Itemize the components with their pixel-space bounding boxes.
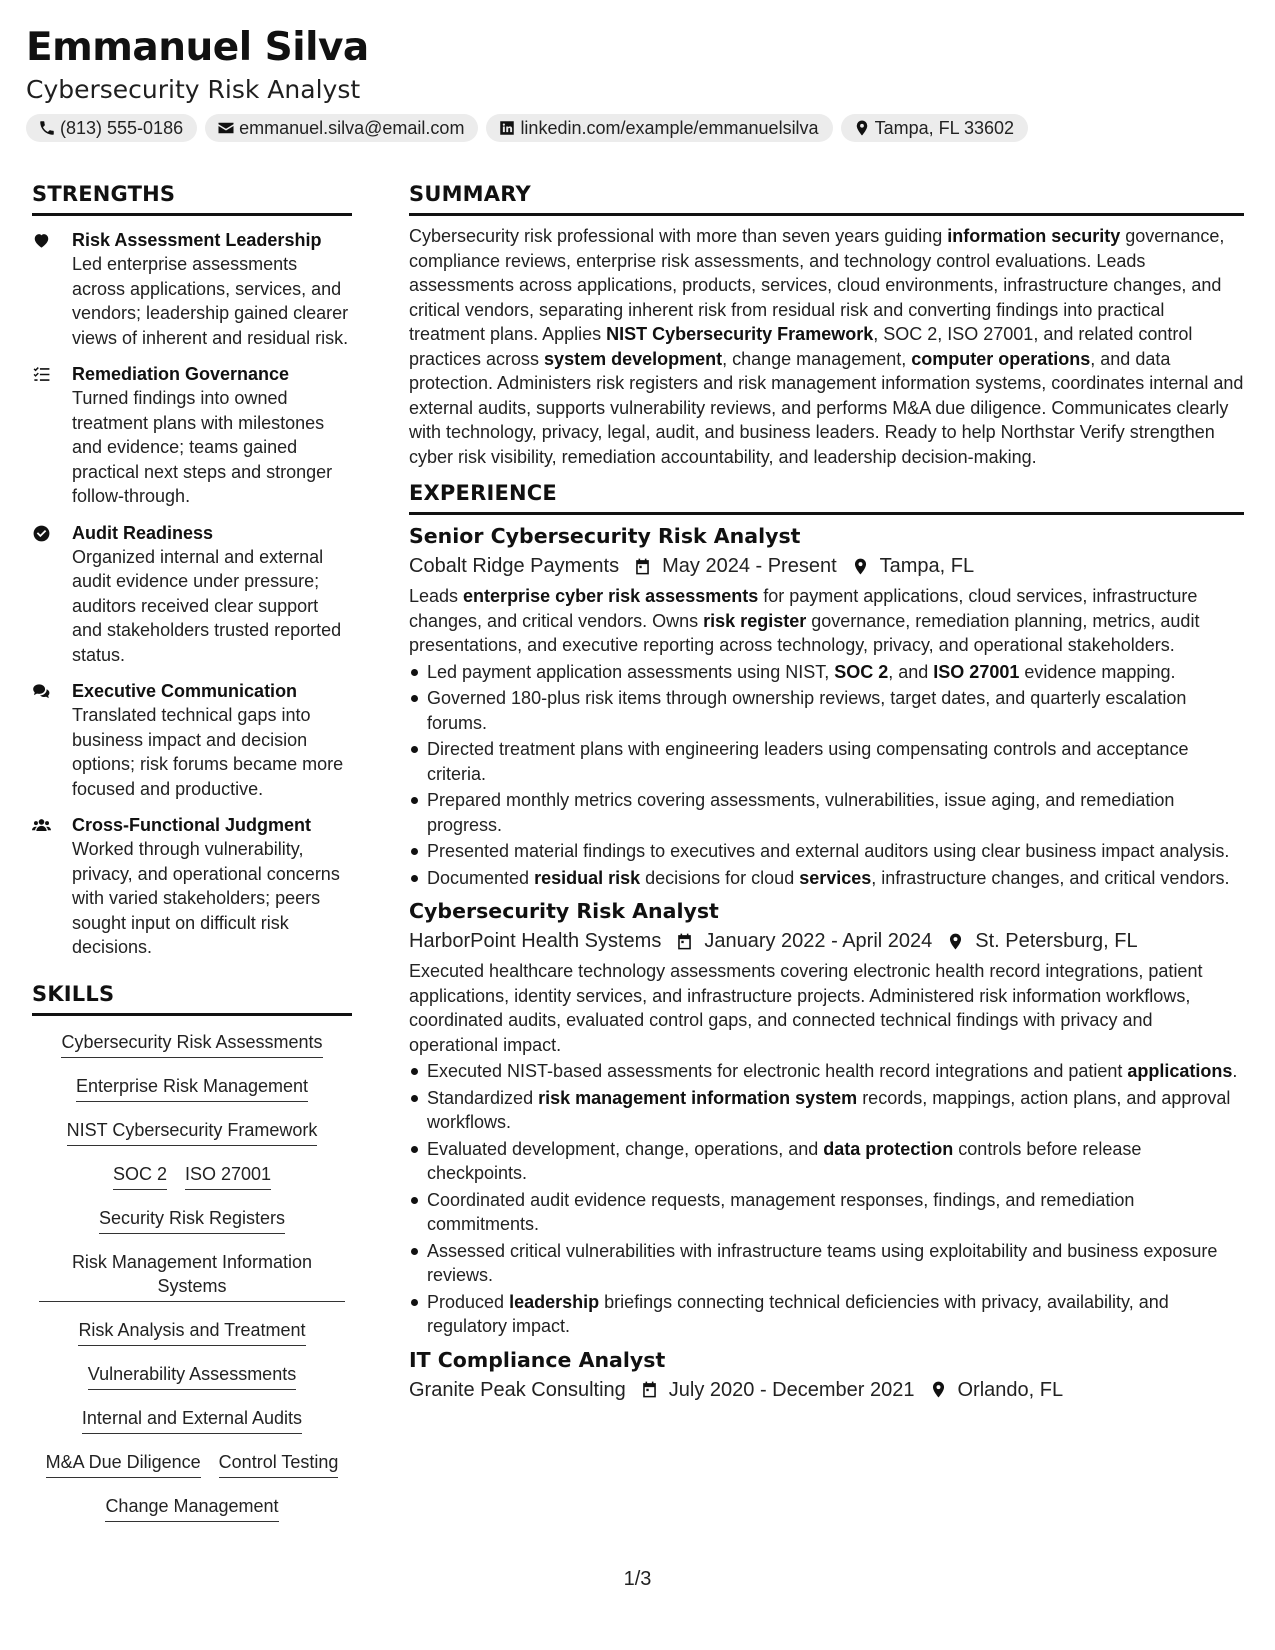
contact-phone-text: (813) 555-0186	[60, 117, 184, 138]
calendar-icon	[675, 932, 694, 951]
strength-item	[32, 362, 352, 509]
contact-linkedin[interactable]	[486, 114, 832, 142]
skills-heading: SKILLS	[32, 980, 352, 1016]
strength-item	[32, 521, 352, 668]
skill-row	[39, 1250, 345, 1302]
job-company: Cobalt Ridge Payments	[409, 555, 620, 577]
job-bullets	[409, 1059, 1244, 1339]
skill-tag: SOC 2	[113, 1162, 167, 1190]
skill-tag: Enterprise Risk Management	[76, 1074, 308, 1102]
skill-tag: ISO 27001	[185, 1162, 271, 1190]
strength-description: Led enterprise assessments across applications, services, and vendors; leadership gained clearer views of inherent and residual risk.	[72, 254, 349, 348]
job-entry	[409, 896, 1244, 1339]
contact-location-text: Tampa, FL 33602	[874, 117, 1014, 138]
skill-tag: Risk Management Information Systems	[39, 1250, 345, 1302]
skill-row	[105, 1494, 278, 1522]
bullet-item: Produced leadership briefings connecting technical deficiencies with privacy, availability, and regulatory impact.	[409, 1290, 1244, 1339]
strength-title: Remediation Governance	[72, 364, 290, 384]
right-column	[409, 180, 1244, 1408]
contact-linkedin-text: linkedin.com/example/emmanuelsilva	[520, 117, 819, 138]
contact-bar	[26, 114, 1256, 142]
summary-heading: SUMMARY	[409, 180, 1244, 216]
heart-icon	[32, 231, 51, 250]
skill-row	[88, 1362, 296, 1390]
page-number: 1/3	[623, 1568, 652, 1590]
strength-title: Risk Assessment Leadership	[72, 230, 322, 250]
bold-phrase: data protection	[823, 1138, 954, 1159]
contact-location	[841, 114, 1028, 142]
skill-tag: Internal and External Audits	[82, 1406, 302, 1434]
job-entry	[409, 521, 1244, 890]
bold-phrase: risk register	[703, 610, 807, 631]
bullet-item: Evaluated development, change, operations, and data protection controls before release checkpoints.	[409, 1137, 1244, 1186]
bullet-item: Coordinated audit evidence requests, management responses, findings, and remediation commitments.	[409, 1188, 1244, 1237]
bold-phrase: computer operations	[911, 348, 1091, 369]
strength-item	[32, 228, 352, 350]
bold-phrase: system development	[544, 348, 723, 369]
job-title: Senior Cybersecurity Risk Analyst	[409, 524, 801, 548]
bullet-item: Directed treatment plans with engineering leaders using compensating controls and acceptance criteria.	[409, 737, 1244, 786]
calendar-icon	[640, 1380, 659, 1399]
bold-phrase: information security	[947, 226, 1121, 246]
skill-tag: Vulnerability Assessments	[88, 1362, 296, 1390]
bold-phrase: ISO 27001	[933, 661, 1020, 682]
strengths-heading: STRENGTHS	[32, 180, 352, 216]
skill-tag: M&A Due Diligence	[46, 1450, 201, 1478]
contact-phone[interactable]	[26, 114, 197, 142]
contact-email[interactable]	[205, 114, 478, 142]
bold-phrase: risk management information system	[538, 1087, 858, 1108]
skill-tag: Control Testing	[219, 1450, 339, 1478]
bullet-item: Assessed critical vulnerabilities with infrastructure teams using exploitability and business exposure reviews.	[409, 1239, 1244, 1288]
job-location: Tampa, FL	[879, 555, 975, 577]
skill-tag: Security Risk Registers	[99, 1206, 285, 1234]
job-dates: July 2020 - December 2021	[668, 1378, 915, 1401]
map-pin-icon	[851, 557, 870, 576]
bullet-item: Prepared monthly metrics covering assessments, vulnerabilities, issue aging, and remediation progress.	[409, 788, 1244, 837]
job-entry	[409, 1345, 1244, 1405]
bullet-item: Governed 180-plus risk items through ownership reviews, target dates, and quarterly escalation forums.	[409, 686, 1244, 735]
job-description: Executed healthcare technology assessments covering electronic health record integrations, patient applications, identity services, and infrastructure projects. Administered risk information workflows, coordinated audits, evaluated control gaps, and connected technical findings with privacy and operational impact.	[409, 961, 1203, 1055]
skill-tag: Change Management	[105, 1494, 278, 1522]
skill-row	[82, 1406, 302, 1434]
job-meta	[409, 926, 1244, 956]
bold-phrase: NIST Cybersecurity Framework	[606, 324, 874, 344]
job-company: Granite Peak Consulting	[409, 1378, 626, 1401]
bullet-item: Documented residual risk decisions for cloud services, infrastructure changes, and critical vendors.	[409, 866, 1244, 891]
summary-text: Cybersecurity risk professional with more than seven years guiding information security governance, compliance reviews, enterprise risk assessments, and technology control evaluations. Leads assessments across applications, products, services, cloud environments, infrastructure changes, and critical vendors, separating inherent risk from residual risk and converting findings into practical treatment plans. Applies NIST Cybersecurity Framework, SOC 2, ISO 27001, and related control practices across system development, change management, computer operations, and data protection. Administers risk registers and risk management information systems, coordinates internal and external audits, supports vulnerability reviews, and performs M&A due diligence. Communicates clearly with technology, privacy, legal, audit, and business leaders. Ready to help Northstar Verify strengthen cyber risk visibility, remediation accountability, and leadership decision-making.	[409, 226, 1244, 467]
users-icon	[32, 816, 51, 835]
skill-row	[78, 1318, 305, 1346]
job-title: IT Compliance Analyst	[409, 1347, 666, 1372]
chat-bubbles-icon	[32, 682, 51, 701]
bold-phrase: applications	[1127, 1061, 1233, 1081]
check-circle-icon	[32, 524, 51, 543]
job-company: HarborPoint Health Systems	[409, 930, 662, 952]
strength-item	[32, 679, 352, 801]
resume-header	[26, 22, 1256, 142]
job-dates: January 2022 - April 2024	[704, 930, 933, 952]
map-pin-icon	[929, 1380, 948, 1399]
strength-description: Turned findings into owned treatment plans with milestones and evidence; teams gained practical next steps and stronger follow-through.	[72, 388, 333, 506]
skills-list	[32, 1030, 352, 1538]
checklist-icon	[32, 365, 51, 384]
candidate-role: Cybersecurity Risk Analyst	[26, 75, 361, 104]
contact-email-text: emmanuel.silva@email.com	[239, 117, 465, 138]
skill-row	[46, 1450, 339, 1478]
job-dates: May 2024 - Present	[662, 555, 837, 577]
calendar-icon	[633, 557, 652, 576]
job-description: Leads enterprise cyber risk assessments for payment applications, cloud services, infrastructure changes, and critical vendors. Owns risk register governance, remediation planning, metrics, audit presentations, and executive reporting across technology, privacy, and operational stakeholders.	[409, 586, 1200, 655]
experience-heading: EXPERIENCE	[409, 479, 1244, 515]
bullet-item: Presented material findings to executives and external auditors using clear business impact analysis.	[409, 839, 1244, 864]
skill-row	[113, 1162, 271, 1190]
strength-title: Executive Communication	[72, 681, 298, 701]
bold-phrase: services	[799, 867, 872, 888]
job-meta	[409, 551, 1244, 581]
map-pin-icon	[946, 932, 965, 951]
strength-description: Organized internal and external audit evidence under pressure; auditors received clear support and stakeholders trusted reported status.	[72, 546, 342, 665]
map-pin-icon	[853, 119, 871, 137]
left-column	[32, 180, 352, 1538]
job-bullets	[409, 660, 1244, 891]
skill-tag: Cybersecurity Risk Assessments	[61, 1030, 322, 1058]
job-location: Orlando, FL	[957, 1378, 1064, 1401]
bold-phrase: enterprise cyber risk assessments	[463, 586, 759, 606]
job-meta	[409, 1375, 1244, 1405]
skill-tag: Risk Analysis and Treatment	[78, 1318, 305, 1346]
bold-phrase: SOC 2	[834, 661, 889, 682]
strength-description: Worked through vulnerability, privacy, and operational concerns with varied stakeholders; peers sought input on difficult risk decisions.	[72, 839, 340, 957]
bold-phrase: residual risk	[534, 867, 641, 888]
job-location: St. Petersburg, FL	[975, 930, 1138, 952]
strength-description: Translated technical gaps into business impact and decision options; risk forums became more focused and productive.	[72, 705, 344, 799]
skill-row	[67, 1118, 318, 1146]
strengths-list	[32, 228, 352, 960]
envelope-icon	[217, 119, 235, 137]
phone-icon	[38, 119, 56, 137]
skill-tag: NIST Cybersecurity Framework	[67, 1118, 318, 1146]
job-title: Cybersecurity Risk Analyst	[409, 899, 719, 923]
candidate-name: Emmanuel Silva	[26, 25, 369, 70]
strength-item	[32, 813, 352, 960]
bullet-item: Executed NIST-based assessments for electronic health record integrations and patient applications.	[409, 1059, 1244, 1084]
strength-title: Cross-Functional Judgment	[72, 815, 312, 835]
skill-row	[61, 1030, 322, 1058]
bullet-item: Led payment application assessments using NIST, SOC 2, and ISO 27001 evidence mapping.	[409, 660, 1244, 685]
bullet-item: Standardized risk management information system records, mappings, action plans, and approval workflows.	[409, 1086, 1244, 1135]
linkedin-icon	[498, 119, 516, 137]
strength-title: Audit Readiness	[72, 522, 214, 543]
bold-phrase: leadership	[509, 1291, 600, 1312]
skill-row	[76, 1074, 308, 1102]
skill-row	[99, 1206, 285, 1234]
